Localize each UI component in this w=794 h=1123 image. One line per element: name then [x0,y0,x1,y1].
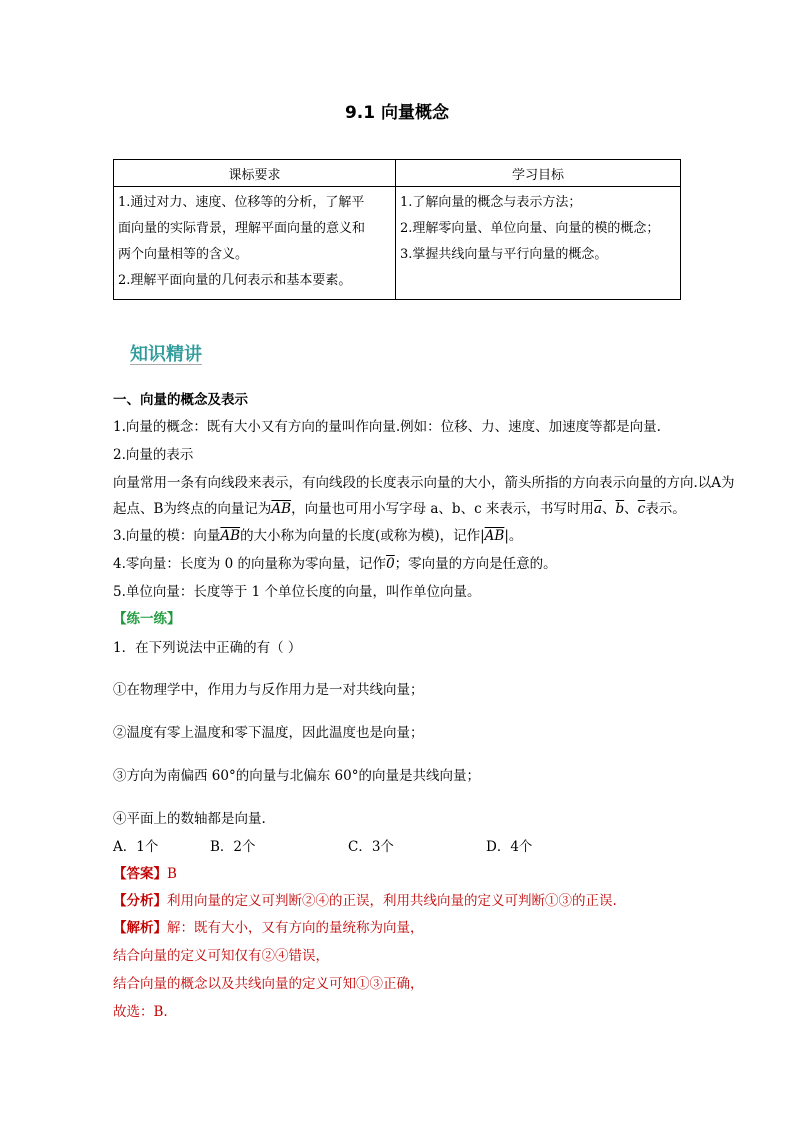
standard-requirements-cell [114,187,396,300]
text: 4.零向量：长度为 0 的向量称为零向量，记作 [113,556,387,572]
paragraph-notation: 起点、B为终点的向量记为$\overline{AB}$，向量也可用小写字母 a、b、c 来表示，书写时用$\overline{a}$、$\overline{b}$、$\overline{c}$表示。 [113,501,686,517]
analysis-label: 【分析】 [113,893,167,909]
learning-goals-cell [396,187,681,300]
statement-3: ③方向为南偏西 60°的向量与北偏东 60°的向量是共线向量； [113,768,480,784]
vector-b: $\overline{b}$ [615,501,625,517]
answer-line [113,862,177,882]
solution-line-3: 结合向量的概念以及共线向量的定义可知①③正确， [113,976,424,992]
option-d: D．4个 [486,839,533,855]
standard-line: 两个向量相等的含义。 [118,247,249,262]
part-heading: 一、向量的概念及表示 [113,392,248,408]
answer-label: 【答案】 [113,866,167,882]
table-header-standard: 课标要求 [114,160,396,187]
paragraph-unit-vector: 5.单位向量：长度等于 1 个单位长度的向量，叫作单位向量。 [113,584,481,600]
text: ，向量也可用小写字母 a、b、c 来表示，书写时用 [291,501,594,517]
vector-ab: $\overline{AB}$ [271,501,292,517]
vector-ab: $\overline{AB}$ [220,528,241,544]
vector-c: $\overline{c}$ [637,501,646,517]
standard-line: 1.通过对力、速度、位移等的分析，了解平 [118,195,365,210]
option-a: A．1个 [113,839,159,855]
vector-ab: $\overline{AB}$ [484,528,505,544]
requirements-table [113,159,681,300]
solution-line-4: 故选：B. [113,1004,168,1020]
statement-4: ④平面上的数轴都是向量. [113,811,266,827]
paragraph-zero-vector [113,552,557,572]
option-c: C．3个 [348,839,394,855]
text: ；零向量的方向是任意的。 [394,556,557,572]
page-title: 9.1 向量概念 [344,103,450,123]
paragraph-representation-heading: 2.向量的表示 [113,447,194,463]
question-1: 1．在下列说法中正确的有（ ） [113,640,302,656]
text: 3.向量的模：向量 [113,528,221,544]
solution-text: 解：既有大小，又有方向的量统称为向量， [167,920,424,936]
standard-line: 面向量的实际背景，理解平面向量的意义和 [118,221,366,236]
section-heading: 知识精讲 [130,344,202,365]
analysis-text: 利用向量的定义可判断②④的正误，利用共线向量的定义可判断①③的正误. [167,893,617,909]
text: 起点、B为终点的向量记为 [113,501,272,517]
goal-line: 1.了解向量的概念与表示方法； [400,195,582,210]
table-header-goals: 学习目标 [396,160,681,187]
goal-line: 2.理解零向量、单位向量、向量的模的概念； [400,221,660,236]
zero-vector: 0 [386,556,395,572]
solution-line-2: 结合向量的定义可知仅有②④错误， [113,948,329,964]
statement-1: ①在物理学中，作用力与反作用力是一对共线向量； [113,682,424,698]
practice-label: 【练一练】 [113,611,181,627]
text: 的大小称为向量的长度(或称为模)，记作| [240,528,485,544]
solution-line [113,916,424,936]
solution-label: 【解析】 [113,920,167,936]
analysis-line [113,889,617,909]
option-b: B．2个 [210,839,256,855]
statement-2: ②温度有零上温度和零下温度，因此温度也是向量； [113,725,424,741]
paragraph-magnitude [113,524,522,544]
text: |。 [504,528,523,544]
standard-line: 2.理解平面向量的几何表示和基本要素。 [118,273,352,288]
answer-value: B [167,866,177,882]
paragraph-representation: 向量常用一条有向线段来表示，有向线段的长度表示向量的大小，箭头所指的方向表示向量的方向.以A为 [113,475,735,491]
paragraph-concept: 1.向量的概念：既有大小又有方向的量叫作向量.例如：位移、力、速度、加速度等都是向量. [113,419,661,435]
text: 表示。 [645,501,686,517]
vector-a: $\overline{a}$ [593,501,602,517]
goal-line: 3.掌握共线向量与平行向量的概念。 [400,247,608,262]
